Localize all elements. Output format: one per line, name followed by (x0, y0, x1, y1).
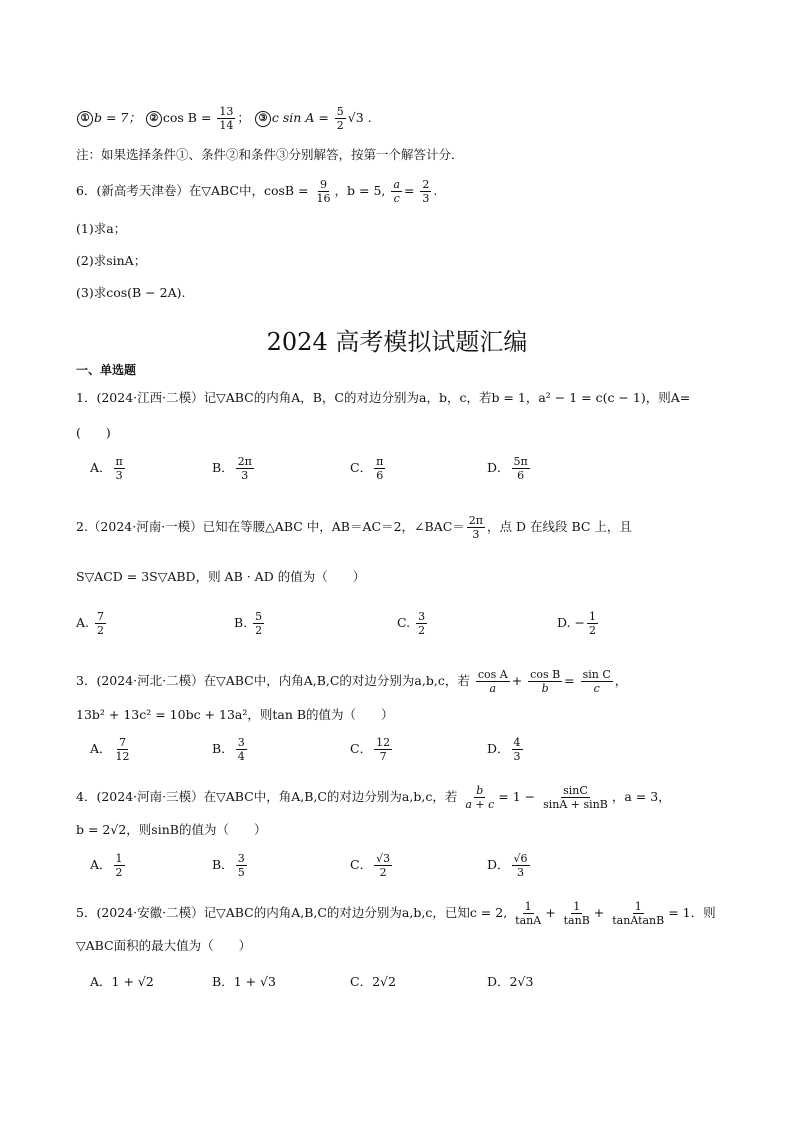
q3-option-c[interactable]: C． $\frac{12}{7}$ (350, 736, 391, 763)
question-4-line2: b = 2√2，则sinB的值为（ ） (76, 822, 267, 837)
q2-option-a[interactable]: A. $\frac{7}{2}$ (76, 610, 104, 637)
page-title: 2024 高考模拟试题汇编 (266, 328, 528, 356)
question-4-stem: 4．(2024·河南·三模）在▽ABC中，角A,B,C的对边分别为a,b,c，若 $\frac{b}{a + c}$ = 1 − $\frac{\sin C}{\sin A + \sin B}$ ，a = 3， (76, 784, 671, 811)
condition-2-marker: ② (146, 111, 162, 127)
fraction: $\frac{a}{c}$ (393, 178, 400, 205)
section-heading: 一、单选题 (76, 363, 137, 377)
q3-option-d[interactable]: D． $\frac{4}{3}$ (487, 736, 521, 763)
question-1-stem: 1．(2024·江西·二模）记▽ABC的内角A，B，C的对边分别为a，b，c，若b = 1，a² − 1 = c(c − 1)，则A= (76, 390, 691, 405)
q1-option-a[interactable]: A． $\frac{\pi}{3}$ (90, 455, 123, 482)
q4-option-b[interactable]: B． $\frac{3}{5}$ (212, 852, 245, 879)
q1-option-b[interactable]: B． $\frac{2\pi}{3}$ (212, 455, 252, 482)
q5-option-c[interactable]: C．2√2 (350, 974, 396, 989)
question-1-paren: ( ) (76, 425, 111, 440)
q5-option-d[interactable]: D．2√3 (487, 974, 534, 989)
q4-option-a[interactable]: A． $\frac{1}{2}$ (90, 852, 123, 879)
q2-option-d[interactable]: D. − $\frac{1}{2}$ (557, 610, 597, 637)
question-3-line2: 13b² + 13c² = 10bc + 13a²，则tan B的值为（ ） (76, 707, 394, 722)
question-2-line2: S▽ACD = 3S▽ABD，则 AB · AD 的值为（ ） (76, 569, 366, 584)
question-6: 6．(新高考天津卷）在▽ABC中，cosB = $\frac{9}{16}$ ，b = 5, $\frac{a}{c}$ = $\frac{2}{3}$ . (76, 178, 438, 205)
question-5-line2: ▽ABC面积的最大值为（ ） (76, 938, 252, 953)
fraction: $\frac{2}{3}$ (422, 178, 430, 205)
q2-option-c[interactable]: C. $\frac{3}{2}$ (397, 610, 426, 637)
q5-option-a[interactable]: A．1 + √2 (90, 974, 154, 989)
q6-part-3: (3)求cos(B − 2A). (76, 285, 186, 300)
condition-1-marker: ① (77, 111, 93, 127)
q4-option-d[interactable]: D． $\frac{√6}{3}$ (487, 852, 528, 879)
q5-option-b[interactable]: B．1 + √3 (212, 974, 276, 989)
note-text: 注：如果选择条件①、条件②和条件③分别解答，按第一个解答计分． (76, 147, 464, 162)
q1-option-d[interactable]: D． $\frac{5\pi}{6}$ (487, 455, 528, 482)
fraction: $\frac{9}{16}$ (316, 178, 331, 205)
q6-part-2: (2)求sinA； (76, 253, 147, 268)
condition-3-marker: ③ (255, 111, 271, 127)
q3-option-b[interactable]: B． $\frac{3}{4}$ (212, 736, 245, 763)
fraction: $\frac{13}{14}$ (219, 105, 234, 132)
q1-option-c[interactable]: C． $\frac{\pi}{6}$ (350, 455, 384, 482)
question-2-stem: 2.（2024·河南·一模）已知在等腰△ABC 中，AB＝AC＝2，∠BAC＝ $\frac{2\pi}{3}$ ，点 D 在线段 BC 上，且 (76, 514, 632, 541)
q4-option-c[interactable]: C． $\frac{√3}{2}$ (350, 852, 391, 879)
fraction: $\frac{5}{2}$ (336, 105, 344, 132)
conditions-line: ① b = 7； ② cos B = $\frac{13}{14}$ ； ③ c sin A = $\frac{5}{2}$ √3 . (76, 105, 372, 132)
question-3-stem: 3．(2024·河北·二模）在▽ABC中，内角A,B,C的对边分别为a,b,c，若 $\frac{\text{cos A}}{a}$ + $\frac{\text{cos B}}{b}$ = $\frac{\text{sin C}}{c}$ ， (76, 668, 628, 695)
q6-part-1: (1)求a； (76, 221, 127, 236)
q3-option-a[interactable]: A． $\frac{7}{12}$ (90, 736, 130, 763)
question-5-stem: 5．(2024·安徽·二模）记▽ABC的内角A,B,C的对边分别为a,b,c，已知c = 2, $\frac{1}{\tan A}$ + $\frac{1}{\tan B}$ + $\frac{1}{\text{tanAtanB}}$ = 1．则 (76, 900, 716, 927)
q2-option-b[interactable]: B. $\frac{5}{2}$ (234, 610, 263, 637)
